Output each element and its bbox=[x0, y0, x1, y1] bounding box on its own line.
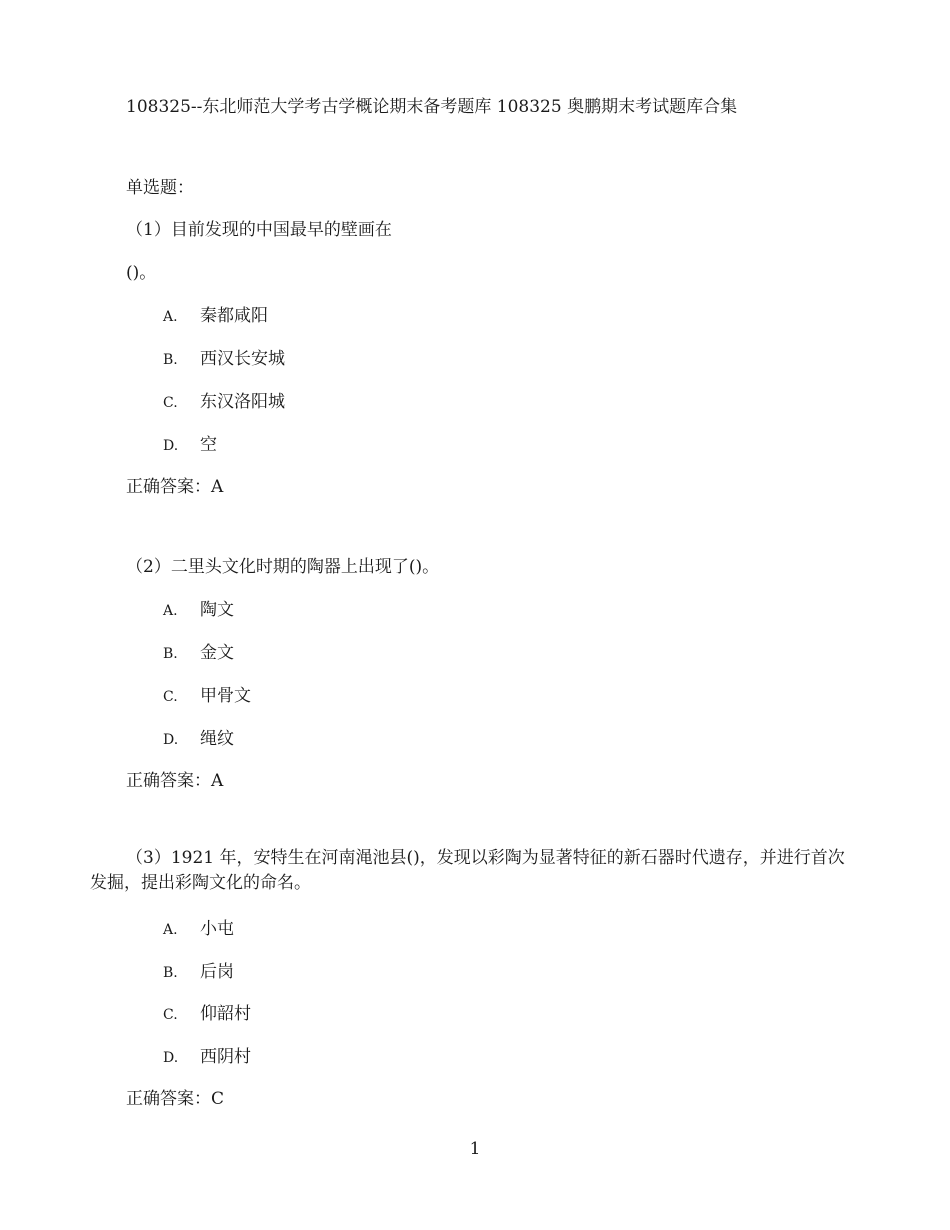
question-1-option-a bbox=[163, 301, 268, 326]
page-number: 1 bbox=[469, 1139, 481, 1159]
question-2-option-b bbox=[163, 638, 234, 663]
question-2-stem: （2）二里头文化时期的陶器上出现了()。 bbox=[126, 557, 440, 577]
question-3-answer: 正确答案：C bbox=[126, 1089, 225, 1109]
option-letter: D. bbox=[163, 732, 179, 748]
question-2-option-c bbox=[163, 681, 251, 706]
section-label: 单选题： bbox=[126, 178, 194, 198]
question-1-stem-continued: ()。 bbox=[126, 263, 157, 283]
document-title: 108325--东北师范大学考古学概论期末备考题库 108325 奥鹏期末考试题库合集 bbox=[126, 97, 738, 117]
option-letter: C. bbox=[163, 689, 178, 705]
option-text: 秦都咸阳 bbox=[200, 306, 268, 326]
question-3-option-c bbox=[163, 999, 251, 1024]
option-letter: C. bbox=[163, 395, 178, 411]
option-text: 东汉洛阳城 bbox=[200, 392, 285, 412]
question-3-option-a bbox=[163, 914, 234, 939]
option-letter: B. bbox=[163, 965, 178, 981]
question-1-option-b bbox=[163, 344, 285, 369]
option-text: 后岗 bbox=[200, 962, 234, 982]
option-text: 西阴村 bbox=[200, 1047, 251, 1067]
question-1-answer: 正确答案：A bbox=[126, 477, 224, 497]
question-3-option-b bbox=[163, 957, 234, 982]
option-letter: A. bbox=[163, 309, 178, 325]
option-text: 陶文 bbox=[200, 600, 234, 620]
question-1-option-d bbox=[163, 430, 217, 455]
question-2-option-a bbox=[163, 595, 234, 620]
option-letter: A. bbox=[163, 603, 178, 619]
option-text: 西汉长安城 bbox=[200, 349, 285, 369]
option-letter: B. bbox=[163, 352, 178, 368]
option-text: 仰韶村 bbox=[200, 1004, 251, 1024]
option-letter: B. bbox=[163, 646, 178, 662]
option-text: 金文 bbox=[200, 643, 234, 663]
question-1-option-c bbox=[163, 387, 285, 412]
option-text: 绳纹 bbox=[200, 729, 234, 749]
question-3-stem: （3）1921 年，安特生在河南渑池县()，发现以彩陶为显著特征的新石器时代遗存，并进行首次发掘，提出彩陶文化的命名。 bbox=[90, 848, 845, 893]
option-text: 空 bbox=[200, 435, 217, 455]
question-1-stem: （1）目前发现的中国最早的壁画在 bbox=[126, 220, 392, 240]
option-letter: C. bbox=[163, 1007, 178, 1023]
question-3-option-d bbox=[163, 1042, 251, 1067]
question-2-option-d bbox=[163, 724, 234, 749]
option-text: 小屯 bbox=[200, 919, 234, 939]
question-2-answer: 正确答案：A bbox=[126, 771, 224, 791]
option-letter: D. bbox=[163, 438, 179, 454]
option-text: 甲骨文 bbox=[200, 686, 251, 706]
option-letter: A. bbox=[163, 922, 178, 938]
option-letter: D. bbox=[163, 1050, 179, 1066]
